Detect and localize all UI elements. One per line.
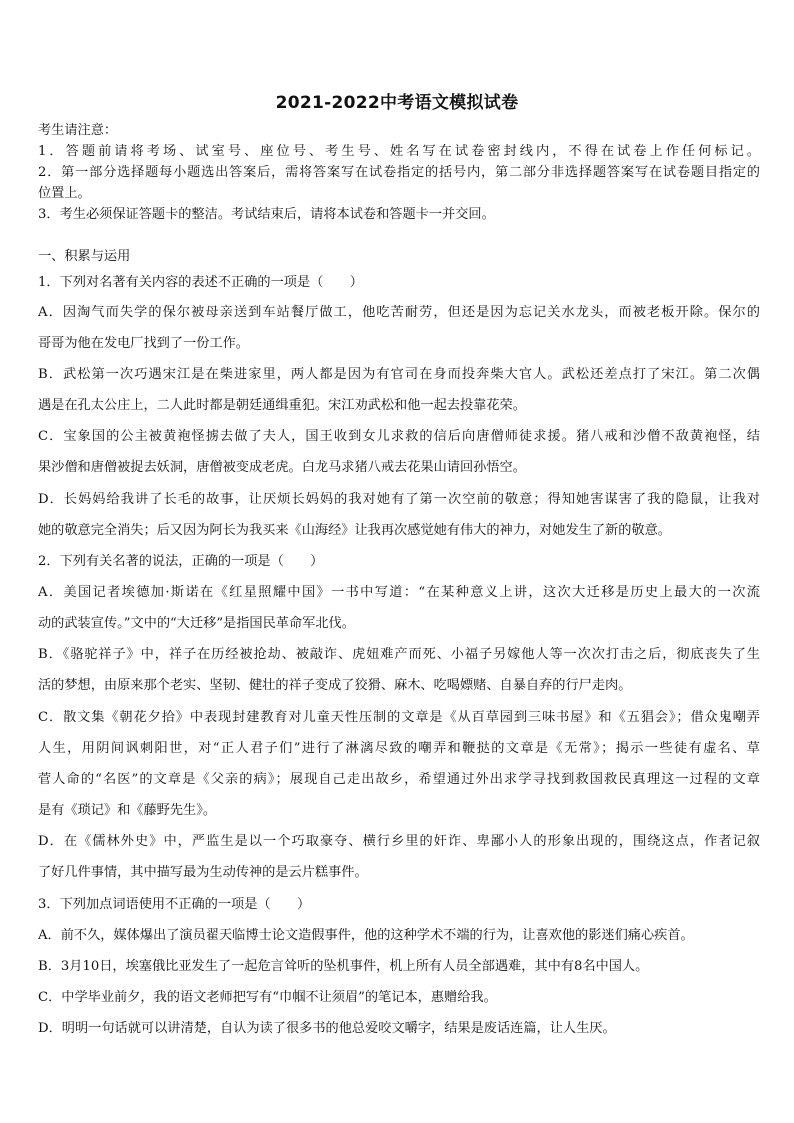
question-option-line: 人生，用阴间讽刺阳世，对“正人君子们”进行了淋漓尽致的嘲弄和鞭挞的文章是《无常》；揭示一些徒有虚名、草: [38, 741, 760, 756]
notice-item: 1．答题前请将考场、试室号、座位号、考生号、姓名写在试卷密封线内，不得在试卷上作任何标记。: [38, 144, 760, 159]
question-option-line: A．因淘气而失学的保尔被母亲送到车站餐厅做工，他吃苦耐劳，但还是因为忘记关水龙头，而被老板开除。保尔的: [38, 305, 760, 320]
question-option-line: C．宝象国的公主被黄袍怪掳去做了夫人，国王收到女儿求救的信后向唐僧师徒求援。猪八戒和沙僧不敌黄袍怪，结: [38, 429, 760, 444]
question-option-line: A．前不久，媒体爆出了演员翟天临博士论文造假事件，他的这种学术不端的行为，让喜欢他的影迷们痛心疾首。: [38, 928, 694, 943]
question-option-line: D．长妈妈给我讲了长毛的故事，让厌烦长妈妈的我对她有了第一次空前的敬意；得知她害谋害了我的隐鼠，让我对: [38, 492, 760, 507]
question-option-line: 遇是在孔太公庄上，二人此时都是朝廷通缉重犯。宋江劝武松和他一起去投靠花荣。: [38, 398, 526, 413]
question-option-line: D．明明一句话就可以讲清楚，自认为读了很多书的他总爱咬文嚼字，结果是废话连篇，让人生厌。: [38, 1021, 616, 1036]
question-stem: 2．下列有关名著的说法，正确的一项是（ ）: [38, 554, 324, 569]
question-option-line: 菅人命的“名医”的文章是《父亲的病》；展现自己走出故乡，希望通过外出求学寻找到救国救民真理这一过程的文章: [38, 772, 760, 787]
question-option-line: 动的武装宣传。”文中的“大迁移”是指国民革命军北伐。: [38, 616, 355, 631]
section-heading: 一、积累与运用: [38, 249, 131, 264]
question-option-line: A．美国记者埃德加·斯诺在《红星照耀中国》一书中写道：“在某种意义上讲，这次大迁移是历史上最大的一次流: [38, 585, 760, 600]
question-option-line: 果沙僧和唐僧被捉去妖洞，唐僧被变成老虎。白龙马求猪八戒去花果山请回孙悟空。: [38, 460, 526, 475]
question-option-line: 是有《琐记》和《藤野先生》。: [38, 803, 217, 818]
notice-item: 3．考生必须保证答题卡的整洁。考试结束后，请将本试卷和答题卡一并交回。: [38, 207, 495, 222]
question-option-line: D．在《儒林外史》中，严监生是以一个巧取豪夺、横行乡里的奸诈、卑鄙小人的形象出现的，围绕这点，作者记叙: [38, 834, 760, 849]
question-stem: 3．下列加点词语使用不正确的一项是（ ）: [38, 897, 311, 912]
question-option-line: 了好几件事情，其中描写最为生动传神的是云片糕事件。: [38, 865, 368, 880]
question-option-line: B．3月10日，埃塞俄比亚发生了一起危言耸听的坠机事件，机上所有人员全部遇难，其中有8名中国人。: [38, 959, 649, 974]
question-option-line: 活的梦想，由原来那个老实、坚韧、健壮的祥子变成了狡猾、麻木、吃喝嫖赌、自暴自弃的行尸走肉。: [38, 678, 632, 693]
question-option-line: C．中学毕业前夕，我的语文老师把写有“巾帼不让须眉”的笔记本，惠赠给我。: [38, 990, 497, 1005]
notice-heading: 考生请注意：: [38, 123, 118, 138]
question-option-line: 她的敬意完全消失；后又因为阿长为我买来《山海经》让我再次感觉她有伟大的神力，对她发生了新的敬意。: [38, 523, 671, 538]
question-option-line: C．散文集《朝花夕拾》中表现封建教育对儿童天性压制的文章是《从百草园到三味书屋》和《五猖会》；借众鬼嘲弄: [38, 710, 760, 725]
question-stem: 1．下列对名著有关内容的表述不正确的一项是（ ）: [38, 275, 363, 290]
question-option-line: B．武松第一次巧遇宋江是在柴进家里，两人都是因为有官司在身而投奔柴大官人。武松还差点打了宋江。第二次偶: [38, 367, 760, 382]
question-option-line: 哥哥为他在发电厂找到了一份工作。: [38, 336, 249, 351]
notice-item: 2．第一部分选择题每小题选出答案后，需将答案写在试卷指定的括号内，第二部分非选择题答案写在试卷题目指定的: [38, 165, 760, 180]
notice-item: 位置上。: [38, 186, 91, 201]
question-option-line: B．《骆驼祥子》中，祥子在历经被抢劫、被敲诈、虎妞难产而死、小福子另嫁他人等一次次打击之后，彻底丧失了生: [38, 647, 760, 662]
page-title: 2021-2022中考语文模拟试卷: [275, 93, 519, 113]
